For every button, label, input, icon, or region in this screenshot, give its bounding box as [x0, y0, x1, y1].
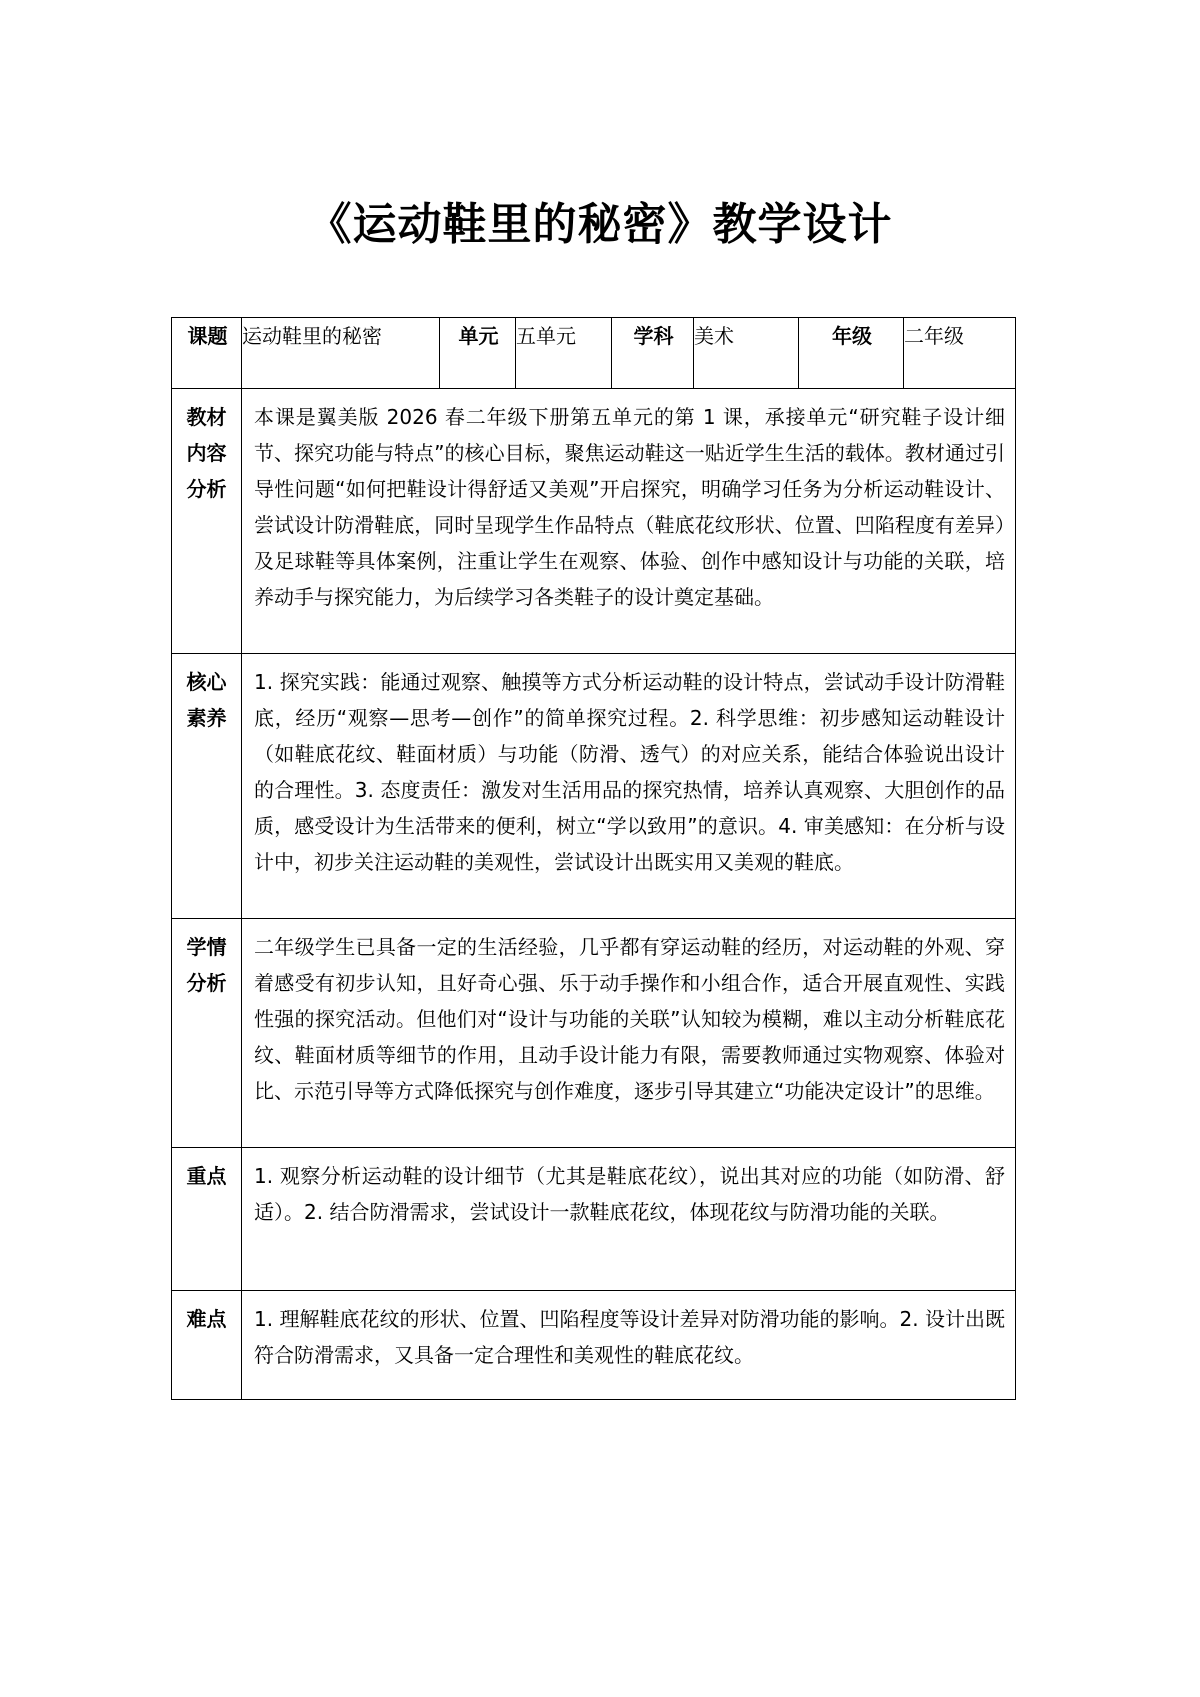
row-content-core-literacy: 1. 探究实践：能通过观察、触摸等方式分析运动鞋的设计特点，尝试动手设计防滑鞋底，经历“观察—思考—创作”的简单探究过程。2. 科学思维：初步感知运动鞋设计（如鞋底花纹、鞋面材质）与功能（防滑、透气）的对应关系，能结合体验说出设计的合理性。3. 态度责任：激发对生活用品的探究热情，培养认真观察、大胆创作的品质，感受设计为生活带来的便利，树立“学以致用”的意识。4. 审美感知：在分析与设计中，初步关注运动鞋的美观性，尝试设计出既实用又美观的鞋底。: [242, 654, 1016, 919]
row-label-line: 素养: [186, 706, 227, 730]
subject-value: 美术: [694, 318, 799, 389]
row-label-line: 重点: [186, 1164, 227, 1188]
table-row: [172, 654, 1016, 919]
row-label-line: 教材: [186, 405, 227, 429]
row-label-core-literacy: [172, 654, 242, 919]
row-content-difficulties: 1. 理解鞋底花纹的形状、位置、凹陷程度等设计差异对防滑功能的影响。2. 设计出既符合防滑需求，又具备一定合理性和美观性的鞋底花纹。: [242, 1291, 1016, 1400]
row-label-line: 分析: [186, 477, 227, 501]
row-label-line: 内容: [186, 441, 227, 465]
table-row: [172, 1291, 1016, 1400]
table-row: [172, 919, 1016, 1148]
row-content-key-points: 1. 观察分析运动鞋的设计细节（尤其是鞋底花纹），说出其对应的功能（如防滑、舒适）。2. 结合防滑需求，尝试设计一款鞋底花纹，体现花纹与防滑功能的关联。: [242, 1148, 1016, 1291]
page-title: 《运动鞋里的秘密》教学设计: [307, 199, 893, 250]
unit-label: 单元: [440, 318, 516, 389]
row-label-key-points: [172, 1148, 242, 1291]
row-label-line: 分析: [186, 971, 227, 995]
row-label-difficulties: [172, 1291, 242, 1400]
row-content-student-analysis: 二年级学生已具备一定的生活经验，几乎都有穿运动鞋的经历，对运动鞋的外观、穿着感受有初步认知，且好奇心强、乐于动手操作和小组合作，适合开展直观性、实践性强的探究活动。但他们对“设计与功能的关联”认知较为模糊，难以主动分析鞋底花纹、鞋面材质等细节的作用，且动手设计能力有限，需要教师通过实物观察、体验对比、示范引导等方式降低探究与创作难度，逐步引导其建立“功能决定设计”的思维。: [242, 919, 1016, 1148]
unit-value: 五单元: [516, 318, 612, 389]
row-label-line: 核心: [186, 670, 227, 694]
grade-label: 年级: [799, 318, 904, 389]
row-label-line: 难点: [186, 1307, 227, 1331]
topic-label: 课题: [172, 318, 242, 389]
row-label-line: 学情: [186, 935, 227, 959]
topic-value: 运动鞋里的秘密: [242, 318, 440, 389]
lesson-plan-table: [171, 317, 1016, 1400]
row-content-textbook-analysis: 本课是翼美版 2026 春二年级下册第五单元的第 1 课，承接单元“研究鞋子设计细节、探究功能与特点”的核心目标，聚焦运动鞋这一贴近学生生活的载体。教材通过引导性问题“如何把鞋设计得舒适又美观”开启探究，明确学习任务为分析运动鞋设计、尝试设计防滑鞋底，同时呈现学生作品特点（鞋底花纹形状、位置、凹陷程度有差异）及足球鞋等具体案例，注重让学生在观察、体验、创作中感知设计与功能的关联，培养动手与探究能力，为后续学习各类鞋子的设计奠定基础。: [242, 389, 1016, 654]
row-label-textbook-analysis: [172, 389, 242, 654]
grade-value: 二年级: [904, 318, 1016, 389]
row-label-student-analysis: [172, 919, 242, 1148]
table-row: [172, 389, 1016, 654]
header-row: [172, 318, 1016, 389]
subject-label: 学科: [612, 318, 694, 389]
table-row: [172, 1148, 1016, 1291]
